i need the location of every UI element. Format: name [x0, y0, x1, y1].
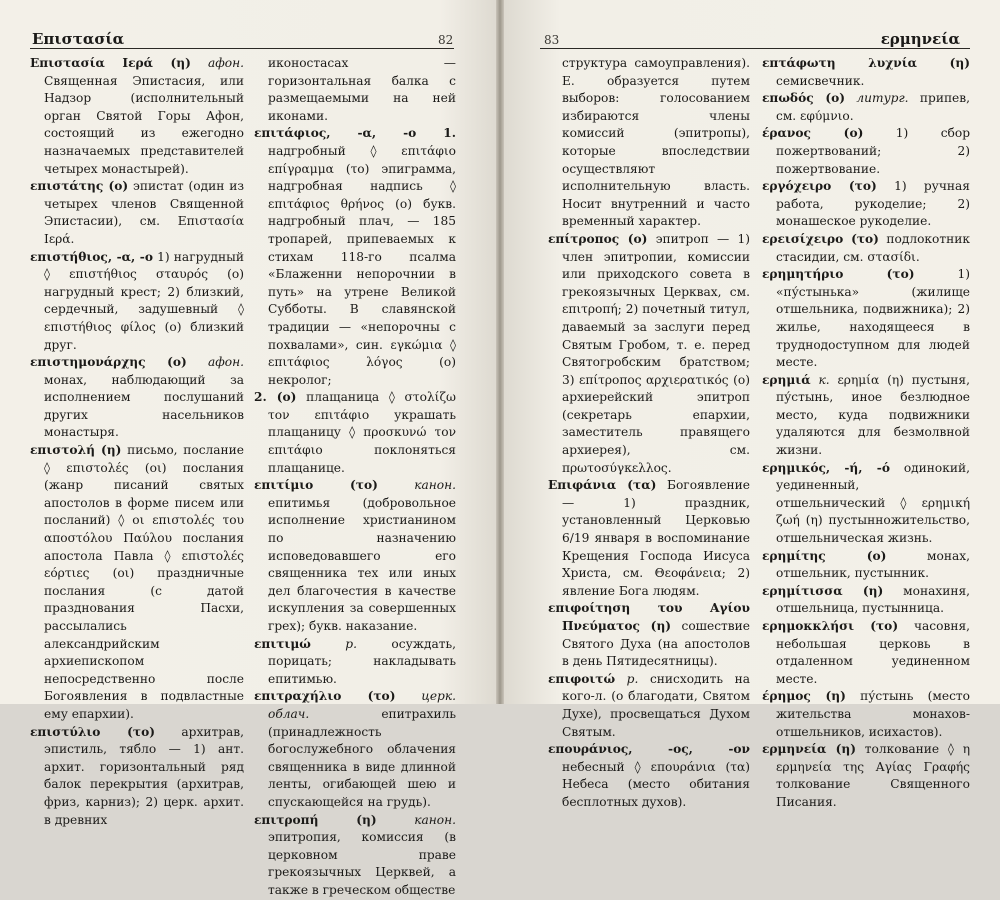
- header-rule-right: [540, 48, 970, 49]
- entry-headword: 2. (ο): [254, 390, 297, 405]
- dictionary-entry: [762, 125, 971, 178]
- entry-headword: έρημος (η): [762, 689, 846, 704]
- entry-label: р.: [345, 636, 357, 651]
- entry-headword: επιστολή (η): [30, 443, 122, 458]
- dictionary-entry: [762, 618, 971, 688]
- dictionary-entry: [268, 55, 456, 125]
- entry-definition: ερημία (η) пустыня, пу́стынь, иное безлюдное место, куда подвижники удаляются для безмолвной жизни.: [776, 372, 970, 458]
- entry-headword: επιφοίτηση του Αγίου Πνεύματος (η): [548, 601, 750, 633]
- entry-definition: сошествие Святого Духа (на апостолов в день Пятидесятницы).: [562, 619, 750, 669]
- entry-headword: επιτραχήλιο (το): [254, 689, 396, 704]
- entry-definition: епитимья (добровольное исполнение христианином по назначению исповедовавшего его священника тех или иных дел благочестия в качестве искупления за совершенных грех); букв. наказание.: [268, 495, 456, 633]
- entry-headword: ερημίτης (ο): [762, 548, 887, 563]
- entry-headword: επιτροπή (η): [254, 812, 377, 827]
- entry-definition: одинокий, уединенный, отшельнический ◊ ερημική ζωή (η) пустынножительство, отшельническая жизнь.: [776, 460, 970, 546]
- entry-headword: ερμηνεία (η): [762, 742, 856, 757]
- dictionary-entry: [548, 741, 750, 811]
- entry-headword: επτάφωτη λυχνία (η): [762, 56, 970, 70]
- entry-definition: монах, отшельник, пустынник.: [776, 548, 970, 581]
- entry-definition: письмо, послание ◊ επιστολές (οι) послания (жанр писаний святых апостолов в форме писем или посланий) ◊ οι επιστολές του αποστόλου Παύλου послания апостола Павла ◊ επιστολές εόρτιες (οι) праздничные послания (с датой празднования Пасхи, рассылались александрийским архиепископом непосредственно после Богоявления в подвластные ему епархии).: [44, 443, 244, 721]
- entry-definition: Богоявление — 1) праздник, установленный Церковью 6/19 января в воспоминание Крещения Господа Иисуса Христа, см. Θεοφάνεια; 2) явление Бога людям.: [562, 478, 750, 598]
- dictionary-entry: [762, 178, 970, 231]
- entry-label: канон.: [414, 812, 456, 827]
- entry-label: литург.: [856, 91, 909, 106]
- book-gutter: [496, 0, 504, 704]
- entry-headword: επιτάφιος, -α, -ο 1.: [254, 126, 456, 141]
- dictionary-entry: [548, 477, 750, 600]
- entry-definition: эпитроп — 1) член эпитропии, комиссии или приходского совета в грекоязычных Церквах, см. επιτροπή; 2) почетный титул, даваемый за заслуги перед Святым Гробом, т. е. перед Святогробским братством; 3) επίτροπος αρχιερατικός (ο) архиерейский эпитроп (секретарь епархии, заместитель правящего архиерея), см. πρωτοσύγκελλος.: [562, 231, 750, 475]
- entry-definition: эпистат (один из четырех членов Священной Эпистасии), см. Επιστασία Ιερά.: [44, 179, 245, 246]
- entry-definition: Священная Эпистасия, или Надзор (исполнительный орган Святой Горы Афон, состоящий из ежегодно назначаемых представителей четырех монастырей).: [44, 73, 244, 176]
- left-page: [0, 0, 500, 897]
- entry-definition: припев, см. εφύμνιο.: [776, 91, 971, 123]
- dictionary-entry: [762, 741, 971, 811]
- header-rule-left: [30, 48, 454, 49]
- right-column-1: [548, 55, 750, 812]
- right-page: [500, 0, 1000, 809]
- dictionary-entry: [254, 125, 456, 389]
- entry-label: афон.: [207, 56, 244, 70]
- entry-definition: толкование ◊ η ερμηνεία της Αγίας Γραφής толкование Священного Писания.: [776, 742, 971, 809]
- entry-definition: надгробный ◊ επιτάφιο επίγραμμα (το) эпиграмма, надгробная надпись ◊ επιτάφιος θρήνος (ο) букв. надгробный плач, — 185 тропарей, припеваемых к стихам 118-го псалма «Блаженни непорочнии в путь» на утрене Великой Субботы. В славянской традиции — «непорочны с похвалами», син. εγκώμια ◊ επιτάφιος λόγος (ο) некролог;: [268, 143, 456, 387]
- dictionary-entry: [762, 583, 971, 618]
- entry-definition: монах, наблюдающий за исполнением послушаний других насельников монастыря.: [44, 372, 244, 440]
- dictionary-entry: [254, 389, 456, 477]
- dictionary-entry: [548, 671, 751, 741]
- entry-definition: плащаница ◊ στολίζω τον επιτάφιο украшать плащаницу ◊ προσκυνώ τον επιτάφιο поклоняться плащанице.: [268, 390, 456, 475]
- dictionary-entry: [30, 249, 245, 355]
- right-column-2: [762, 55, 970, 812]
- entry-definition: епитрахиль (принадлежность богослужебного облачения священника в виде длинной ленты, огибающей шею и спускающейся на грудь).: [268, 706, 456, 809]
- dictionary-entry: [30, 724, 245, 830]
- dictionary-entry: [762, 90, 971, 125]
- entry-label: р.: [626, 671, 639, 686]
- dictionary-entry: [762, 460, 970, 548]
- entry-label: канон.: [414, 478, 456, 493]
- entry-headword: επιτίμιο (το): [254, 478, 378, 493]
- entry-definition: пу́стынь (место жительства монахов-отшельников, исихастов).: [776, 689, 970, 739]
- left-column-2: [254, 55, 456, 900]
- dictionary-entry: [254, 812, 456, 900]
- entry-headword: ερημικός, -ή, -ό: [762, 460, 890, 475]
- entry-headword: επιστήθιος, -α, -ο: [30, 249, 153, 264]
- entry-definition: иконостасах — горизонтальная балка с размещаемыми на ней иконами.: [268, 56, 456, 123]
- entry-headword: έρανος (ο): [762, 126, 864, 141]
- dictionary-entry: [548, 231, 750, 477]
- entry-headword: επουράνιος, -ος, -ον: [548, 742, 750, 757]
- dictionary-entry: [30, 55, 244, 178]
- entry-headword: Επιστασία Ιερά (η): [30, 56, 191, 70]
- page-number-left: 82: [438, 33, 454, 47]
- dictionary-entry: [254, 477, 456, 635]
- dictionary-entry: [254, 636, 456, 689]
- dictionary-entry: [562, 55, 750, 231]
- entry-definition: эпитропия, комиссия (в церковном праве грекоязычных Церквей, а также в греческом обществе: [268, 830, 456, 897]
- entry-headword: επιτιμώ: [254, 636, 311, 651]
- entry-definition: снисходить на кого-л. (о благодати, Святом Духе), просвещаться Духом Святым.: [562, 671, 751, 739]
- dictionary-entry: [30, 178, 245, 248]
- entry-headword: επιστημονάρχης (ο): [30, 355, 187, 370]
- entry-definition: часовня, небольшая церковь в отдаленном уединенном месте.: [776, 619, 971, 686]
- entry-label: церк. облач.: [268, 689, 457, 721]
- dictionary-entry: [30, 354, 245, 442]
- left-column-1: [30, 55, 244, 829]
- entry-definition: структура самоуправления). Е. образуется путем выборов: голосованием избираются члены комиссий (эпитропы), которые впоследствии осуществляют исполнительную власть. Носит внутренний и часто временный характер.: [562, 56, 750, 229]
- entry-headword: ερημητήριο (το): [762, 267, 915, 282]
- entry-definition: 1) нагрудный ◊ επιστήθιος σταυρός (ο) нагрудный крест; 2) близкий, сердечный, задушевный ◊ επιστήθιος φίλος (ο) близкий друг.: [44, 249, 245, 352]
- entry-label: к.: [818, 372, 830, 387]
- entry-headword: ερημιά: [762, 372, 811, 387]
- entry-label: афон.: [207, 355, 245, 370]
- dictionary-entry: [762, 266, 970, 372]
- entry-headword: Επιφάνια (τα): [548, 478, 657, 493]
- entry-headword: εργόχειρο (το): [762, 179, 877, 194]
- dictionary-entry: [762, 688, 970, 741]
- dictionary-entry: [762, 231, 970, 266]
- entry-headword: επιφοιτώ: [548, 671, 616, 686]
- entry-definition: 1) ручная работа, рукоделие; 2) монашеское рукоделие.: [776, 179, 970, 229]
- entry-definition: монахиня, отшельница, пустынница.: [776, 583, 971, 616]
- running-head-right: ερμηνεία: [880, 30, 960, 48]
- entry-definition: семисвечник.: [776, 73, 865, 88]
- entry-headword: επωδός (ο): [762, 91, 846, 106]
- entry-headword: επιστάτης (ο): [30, 179, 129, 194]
- dictionary-entry: [762, 548, 970, 583]
- dictionary-entry: [30, 442, 244, 724]
- running-head-left: Επιστασία: [32, 30, 125, 48]
- dictionary-entry: [548, 600, 750, 670]
- entry-headword: ερεισίχειρο (το): [762, 231, 879, 246]
- entry-headword: επίτροπος (ο): [548, 231, 648, 246]
- entry-headword: επιστύλιο (το): [30, 724, 156, 739]
- dictionary-entry: [762, 372, 970, 460]
- dictionary-entry: [254, 688, 457, 811]
- dictionary-entry: [762, 55, 970, 90]
- entry-definition: архитрав, эпистиль, тябло — 1) ант. архит. горизонтальный ряд балок перекрытия (архитрав, фриз, карниз); 2) церк. архит. в древних: [44, 724, 245, 827]
- entry-headword: ερημίτισσα (η): [762, 583, 884, 598]
- entry-definition: 1) сбор пожертвований; 2) пожертвование.: [776, 126, 971, 176]
- page-number-right: 83: [544, 33, 560, 47]
- entry-definition: подлокотник стасидии, см. στασίδι.: [776, 231, 970, 264]
- entry-definition: 1) «пу́стынька» (жилище отшельника, подвижника); 2) жилье, находящееся в труднодоступном для людей месте.: [776, 267, 970, 370]
- entry-definition: небесный ◊ επουράνια (τα) Небеса (место обитания бесплотных духов).: [562, 759, 750, 809]
- entry-headword: ερημοκκλήσι (το): [762, 619, 899, 633]
- entry-definition: осуждать, порицать; накладывать епитимью.: [268, 636, 456, 686]
